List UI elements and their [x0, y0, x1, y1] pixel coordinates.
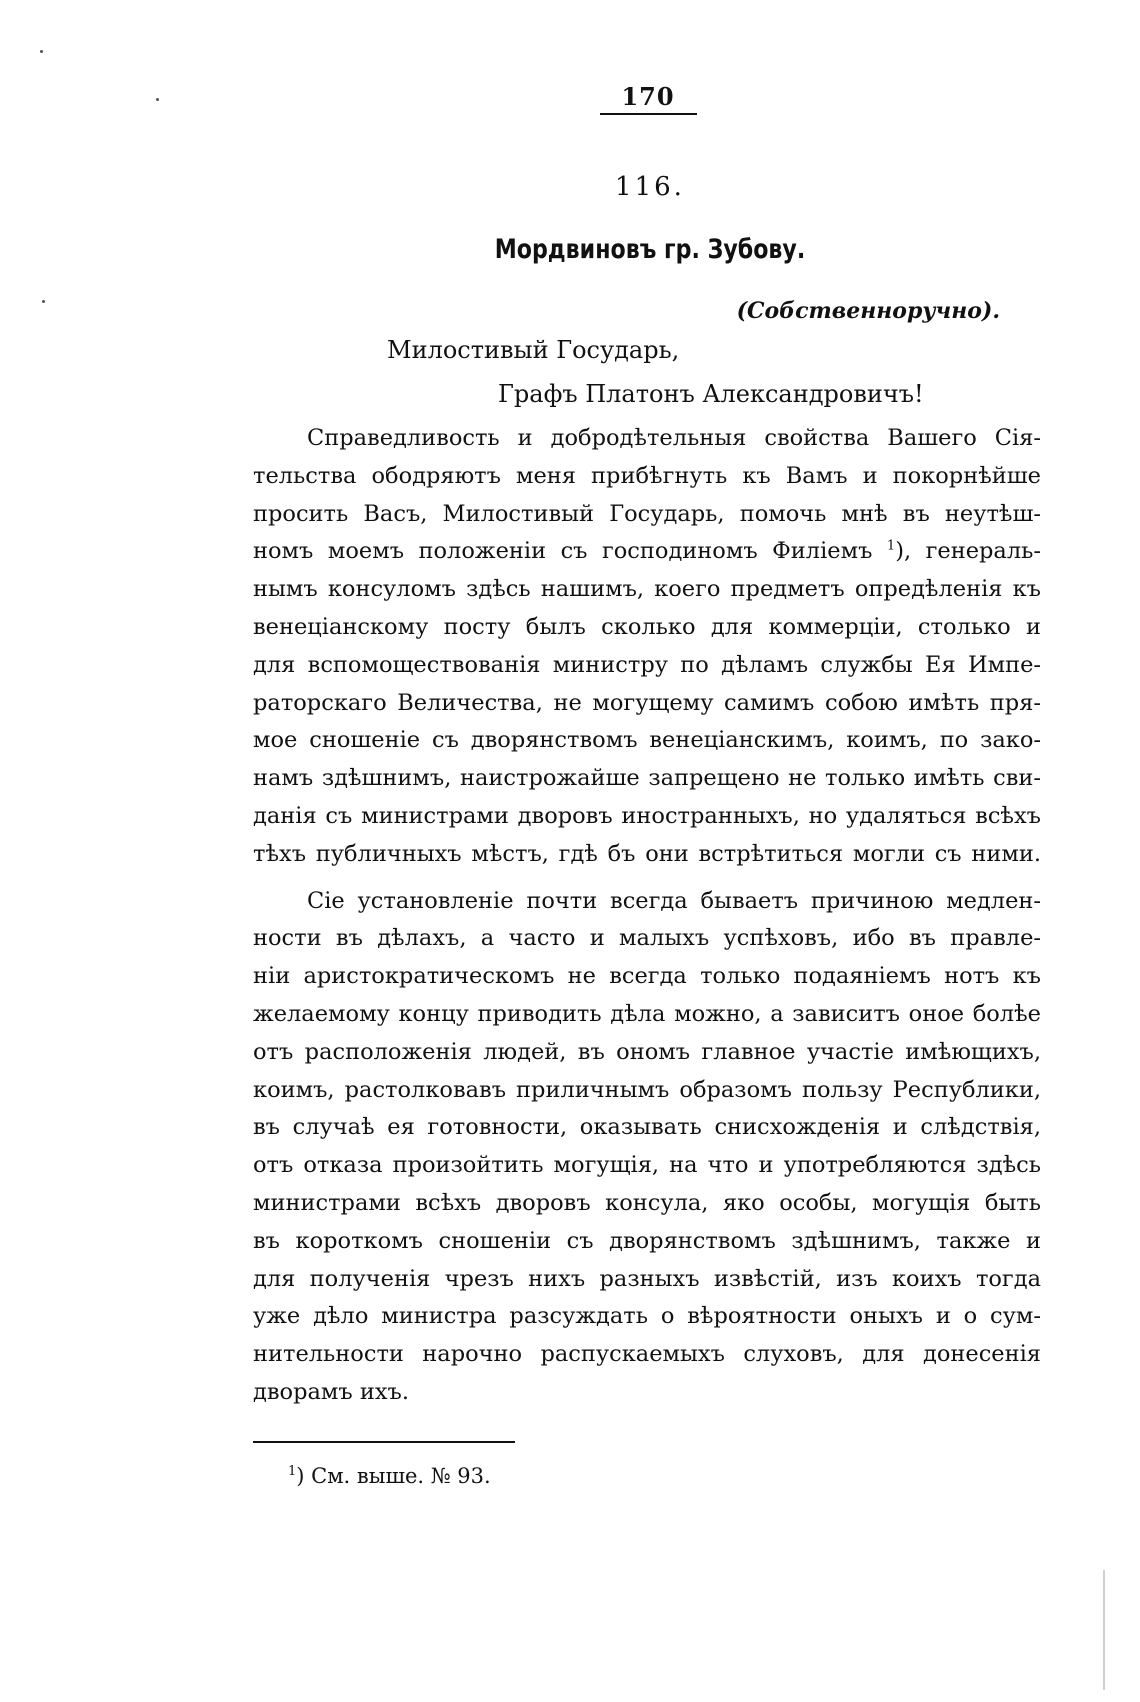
footnote-ref-marker: 1 [886, 538, 896, 554]
page-number-rule [600, 113, 697, 115]
body-line: дворамъ ихъ. [253, 1378, 410, 1405]
paragraph-gap [253, 874, 1041, 883]
page-number: 170 [621, 82, 675, 111]
body-line: намъ здѣшнимъ, наистрожайше запрещено не только имѣть сви- [253, 765, 1041, 792]
body-line: отъ расположенія людей, въ ономъ главное участіе имѣющихъ, [253, 1038, 1041, 1065]
body-line: для вспомоществованія министру по дѣламъ службы Ея Импе- [253, 651, 1041, 678]
footnote [288, 1464, 491, 1488]
footnote-text: ) См. выше. № 93. [296, 1464, 491, 1488]
body-line: венеціанскому посту былъ сколько для коммерціи, столько и [253, 613, 1041, 640]
body-line: ности въ дѣлахъ, а часто и малыхъ успѣховъ, ибо въ правле- [253, 925, 1041, 952]
body-line: въ случаѣ ея готовности, оказывать снисхожденія и слѣдствія, [253, 1114, 1041, 1141]
body-line: ніи аристократическомъ не всегда только подаяніемъ нотъ къ [253, 963, 1041, 990]
body-line: уже дѣло министра разсуждать о вѣроятности оныхъ и о сум- [253, 1303, 1041, 1330]
letter-body [253, 420, 1041, 1412]
salutation-line-2: Графъ Платонъ Александровичъ! [498, 380, 924, 408]
body-line: коимъ, растолковавъ приличнымъ образомъ пользу Республики, [253, 1076, 1041, 1103]
scan-speck [40, 50, 43, 53]
body-line: желаемому концу приводить дѣла можно, а зависитъ оное болѣе [253, 1000, 1041, 1027]
body-line: Сіе установленіе почти всегда бываетъ причиною медлен- [307, 887, 1041, 914]
body-line: министрами всѣхъ дворовъ консула, яко особы, могущія быть [253, 1189, 1041, 1216]
footnote-ref-continuation: генераль- [925, 538, 1041, 565]
body-line: Справедливость и добродѣтельныя свойства Вашего Сія- [307, 425, 1041, 451]
body-line: просить Васъ, Милостивый Государь, помочь мнѣ въ неутѣш- [253, 500, 1041, 527]
body-line-with-footnote-ref [253, 533, 1041, 571]
footnote-marker: 1 [288, 1464, 297, 1479]
body-line: для полученія чрезъ нихъ разныхъ извѣстій, изъ коихъ тогда [253, 1265, 1041, 1292]
body-line: мое сношеніе съ дворянствомъ венеціанскимъ, коимъ, по зако- [253, 727, 1041, 754]
document-number: 116. [615, 172, 685, 202]
body-line: нительности нарочно распускаемыхъ слуховъ, для донесенія [253, 1341, 1041, 1368]
footnote-ref-after: ), [895, 538, 912, 565]
body-line: тельства ободряютъ меня прибѣгнуть къ Вамъ и покорнѣйше [253, 462, 1041, 489]
body-line: отъ отказа произойтить могущія, на что и употребляются здѣсь [253, 1152, 1041, 1179]
footnote-separator [253, 1441, 515, 1443]
document-title: Мордвиновъ гр. Зубову. [494, 234, 806, 265]
body-line: тѣхъ публичныхъ мѣстъ, гдѣ бъ они встрѣтиться могли съ ними. [253, 840, 1041, 867]
scan-speck [42, 300, 45, 303]
scan-edge-mark [1103, 1570, 1105, 1690]
body-line: нымъ консуломъ здѣсь нашимъ, коего предметъ опредѣленія къ [253, 576, 1041, 603]
scan-speck [156, 98, 159, 101]
body-line: въ короткомъ сношеніи съ дворянствомъ здѣшнимъ, также и [253, 1227, 1041, 1254]
body-line: данія съ министрами дворовъ иностранныхъ, но удаляться всѣхъ [253, 802, 1041, 829]
body-line: раторскаго Величества, не могущему самимъ собою имѣть пря- [253, 689, 1041, 716]
body-line-text: номъ моемъ положеніи съ господиномъ Филіемъ [253, 538, 873, 565]
document-note: (Собственноручно). [736, 298, 1000, 324]
salutation-line-1: Милостивый Государь, [387, 336, 680, 364]
